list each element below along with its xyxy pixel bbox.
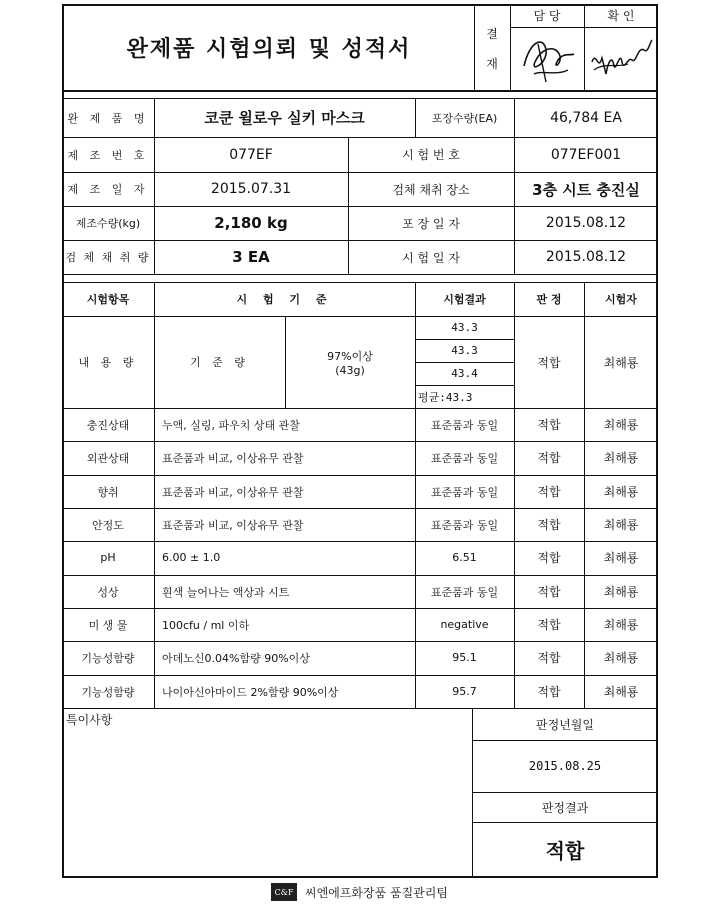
content-std-value [285, 316, 415, 408]
pack-date: 2015.08.12 [545, 215, 627, 231]
decision-result-label: 판정결과 [541, 800, 589, 815]
row-standard: 표준품과 비교, 이상유무 관찰 [162, 451, 304, 465]
pack-qty: 46,784 EA [550, 109, 622, 126]
row-item: pH [100, 551, 116, 564]
row-tester: 최해룡 [603, 551, 639, 565]
content-result-3: 43.4 [451, 367, 478, 380]
row-item: 충진상태 [86, 418, 130, 432]
mfg-date: 2015.07.31 [210, 181, 292, 197]
row-standard: 6.00 ± 1.0 [162, 551, 221, 564]
remarks-label: 특이사항 [66, 713, 113, 727]
row-result: 표준품과 동일 [430, 518, 499, 532]
row-result: 표준품과 동일 [430, 451, 499, 465]
row-result: 95.1 [452, 651, 477, 664]
row-judgement: 적합 [537, 618, 561, 632]
row-standard: 표준품과 비교, 이상유무 관찰 [162, 485, 304, 499]
row-item: 안정도 [92, 518, 124, 532]
row-judgement: 적합 [537, 518, 561, 532]
product-name-label: 완 제 품 명 [67, 111, 149, 125]
test-date-label: 시 험 일 자 [402, 250, 460, 265]
content-tester: 최해룡 [603, 355, 639, 370]
row-item: 외관상태 [86, 451, 130, 465]
lot-number: 077EF [229, 146, 273, 163]
row-standard: 흰색 늘어나는 액상과 시트 [162, 585, 290, 599]
sampling-place: 3층 시트 충진실 [532, 180, 640, 199]
row-item: 미 생 물 [88, 618, 128, 632]
content-std-label: 기 준 량 [190, 356, 249, 369]
sample-qty: 3 EA [232, 248, 270, 266]
row-result: 95.7 [452, 685, 477, 698]
header-tester: 시험자 [605, 293, 637, 306]
row-result: negative [440, 618, 489, 631]
footer [0, 880, 719, 904]
row-tester: 최해룡 [603, 451, 639, 465]
row-judgement: 적합 [537, 685, 561, 699]
product-name: 코쿤 윌로우 실키 마스크 [204, 109, 365, 127]
mfg-qty-label: 제조수량(kg) [75, 217, 141, 230]
row-result: 표준품과 동일 [430, 585, 499, 599]
decision-result: 적합 [545, 838, 585, 863]
row-standard: 100cfu / ml 이하 [162, 618, 250, 632]
row-tester: 최해룡 [603, 618, 639, 632]
sampling-place-label: 검체 채취 장소 [392, 182, 470, 197]
row-standard: 나이아신아마이드 2%함량 90%이상 [162, 685, 339, 699]
row-tester: 최해룡 [603, 585, 639, 599]
pack-qty-label: 포장수량(EA) [431, 111, 498, 125]
decision-date: 2015.08.25 [528, 759, 602, 773]
row-standard: 표준품과 비교, 이상유무 관찰 [162, 518, 304, 532]
row-item: 기능성함량 [81, 651, 135, 665]
mfg-qty: 2,180 kg [214, 214, 288, 232]
row-standard: 아데노신0.04%함량 90%이상 [162, 651, 310, 665]
content-result-2: 43.3 [451, 344, 478, 357]
row-judgement: 적합 [537, 551, 561, 565]
row-judgement: 적합 [537, 651, 561, 665]
footer-team: 씨엔에프화장품 품질관리팀 [305, 885, 448, 900]
company-logo: C&F [271, 883, 297, 901]
row-item: 성상 [97, 585, 119, 599]
mfg-date-label: 제 조 일 자 [67, 183, 149, 196]
content-std-value-1: 97%이상 [327, 349, 373, 363]
test-date: 2015.08.12 [545, 249, 627, 265]
row-result: 표준품과 동일 [430, 485, 499, 499]
row-item: 기능성함량 [81, 685, 135, 699]
test-no-label: 시 험 번 호 [402, 148, 460, 162]
row-judgement: 적합 [537, 418, 561, 432]
row-judgement: 적합 [537, 451, 561, 465]
header-standard: 시 험 기 준 [236, 293, 333, 306]
decision-date-label: 판정년월일 [536, 717, 594, 732]
row-standard: 누액, 실링, 파우치 상태 관찰 [162, 418, 300, 432]
row-tester: 최해룡 [603, 418, 639, 432]
col-charge-header: 담 당 [533, 9, 561, 23]
page-title: 완제품 시험의뢰 및 성적서 [126, 36, 412, 62]
content-judgement: 적합 [537, 355, 561, 370]
approval-label-2: 재 [486, 56, 498, 71]
pack-date-label: 포 장 일 자 [402, 216, 460, 231]
content-std-value-2: (43g) [335, 363, 365, 377]
header-test-item: 시험항목 [86, 293, 130, 306]
header-result: 시험결과 [443, 293, 486, 306]
col-confirm-header: 확 인 [607, 9, 635, 23]
row-judgement: 적합 [537, 585, 561, 599]
row-judgement: 적합 [537, 485, 561, 499]
row-tester: 최해룡 [603, 651, 639, 665]
content-average: 평균:43.3 [418, 390, 473, 404]
row-tester: 최해룡 [603, 485, 639, 499]
lot-label: 제 조 번 호 [67, 148, 149, 162]
test-number: 077EF001 [550, 146, 622, 163]
row-result: 6.51 [452, 551, 477, 564]
approval-label-1: 결 [486, 26, 498, 41]
content-result-1: 43.3 [451, 321, 478, 334]
row-item: 향취 [97, 485, 119, 499]
content-item: 내 용 량 [78, 356, 138, 369]
row-tester: 최해룡 [603, 518, 639, 532]
row-result: 표준품과 동일 [430, 418, 499, 432]
row-tester: 최해룡 [603, 685, 639, 699]
header-judgement: 판 정 [536, 293, 562, 306]
signature-charge [516, 30, 580, 86]
sample-qty-label: 검 체 채 취 량 [65, 251, 151, 264]
signature-confirm [588, 32, 656, 82]
